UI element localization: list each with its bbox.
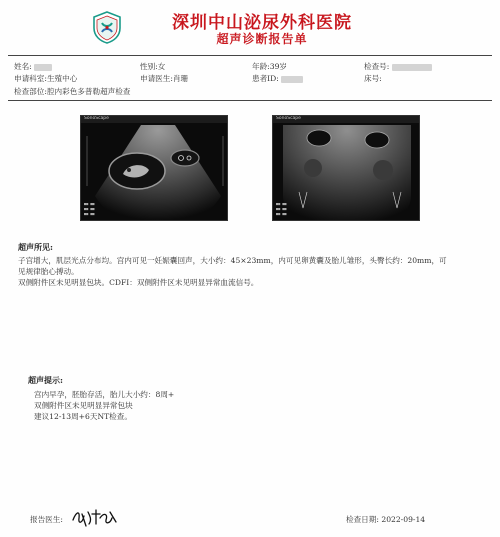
sex-value: 女 <box>157 62 166 71</box>
conclusion-title: 超声提示: <box>28 375 63 385</box>
age-value: 39岁 <box>269 62 288 71</box>
findings-line-2: 见规律胎心搏动。 <box>18 267 79 276</box>
info-divider <box>8 100 492 101</box>
ultrasound-scan-left <box>81 116 228 221</box>
findings-body <box>18 255 488 288</box>
findings-line-3: 双侧附件区未见明显包块。CDFI：双侧附件区未见明显异常血流信号。 <box>18 278 259 287</box>
bed-label: 床号: <box>364 74 382 83</box>
exam-no-redacted <box>392 64 432 71</box>
exam-date-field <box>346 514 425 525</box>
report-doctor-label: 报告医生: <box>30 515 63 524</box>
exam-part-label: 检查部位: <box>14 87 47 96</box>
bed-field <box>364 73 382 84</box>
exam-no-label: 检查号: <box>364 62 390 71</box>
header-divider <box>8 55 492 56</box>
requesting-doctor-label: 申请医生: <box>140 74 173 83</box>
exam-date-label: 检查日期: <box>346 515 379 524</box>
conclusion-body <box>34 389 434 422</box>
hospital-name: 深圳中山泌尿外科医院 <box>172 13 352 33</box>
sex-field <box>140 61 165 72</box>
patient-name-redacted <box>34 64 52 71</box>
patient-id-redacted <box>281 76 303 83</box>
doctor-signature <box>70 506 120 528</box>
ultrasound-readout-left: ■■ ■■ ■■ ■■ ■■ ■■ <box>84 202 95 216</box>
age-label: 年龄: <box>252 62 270 71</box>
exam-no-field <box>364 61 432 72</box>
findings-title: 超声所见: <box>18 242 53 252</box>
dept-field <box>14 73 77 84</box>
ultrasound-brand: SonoScape <box>84 116 109 121</box>
patient-id-field <box>252 73 303 84</box>
report-title: 超声诊断报告单 <box>216 32 308 46</box>
findings-line-1: 子宫增大，肌层光点分布均。宫内可见一妊娠囊回声，大小约：45×23mm，内可见卵黄囊及胎儿雏形，头臀长约：20mm，可 <box>18 256 447 265</box>
ultrasound-brand-right: SonoScape <box>276 116 301 121</box>
ultrasound-scan-right <box>273 116 420 221</box>
dept-label: 申请科室: <box>14 74 47 83</box>
patient-name-label: 姓名: <box>14 62 32 71</box>
patient-id-label: 患者ID: <box>252 74 279 83</box>
conclusion-line-1: 宫内早孕，胚胎存活，胎儿大小约：8周+ <box>34 390 175 399</box>
exam-part-value: 腔内彩色多普勒超声检查 <box>46 87 131 96</box>
conclusion-line-3: 建议12-13周+6天NT检查。 <box>34 412 132 421</box>
exam-part-field <box>14 86 130 97</box>
requesting-doctor-value: 肖珊 <box>172 74 189 83</box>
dept-value: 生殖中心 <box>46 74 78 83</box>
doctor-field <box>140 73 188 84</box>
ultrasound-image-left <box>80 115 228 221</box>
age-field <box>252 61 287 72</box>
ultrasound-readout-right: ■■ ■■ ■■ ■■ ■■ ■■ <box>276 202 287 216</box>
exam-date-value: 2022-09-14 <box>381 515 426 524</box>
conclusion-line-2: 双侧附件区未见明显异常包块 <box>34 401 133 410</box>
ultrasound-image-right <box>272 115 420 221</box>
sex-label: 性别: <box>140 62 158 71</box>
patient-name-field <box>14 61 52 72</box>
